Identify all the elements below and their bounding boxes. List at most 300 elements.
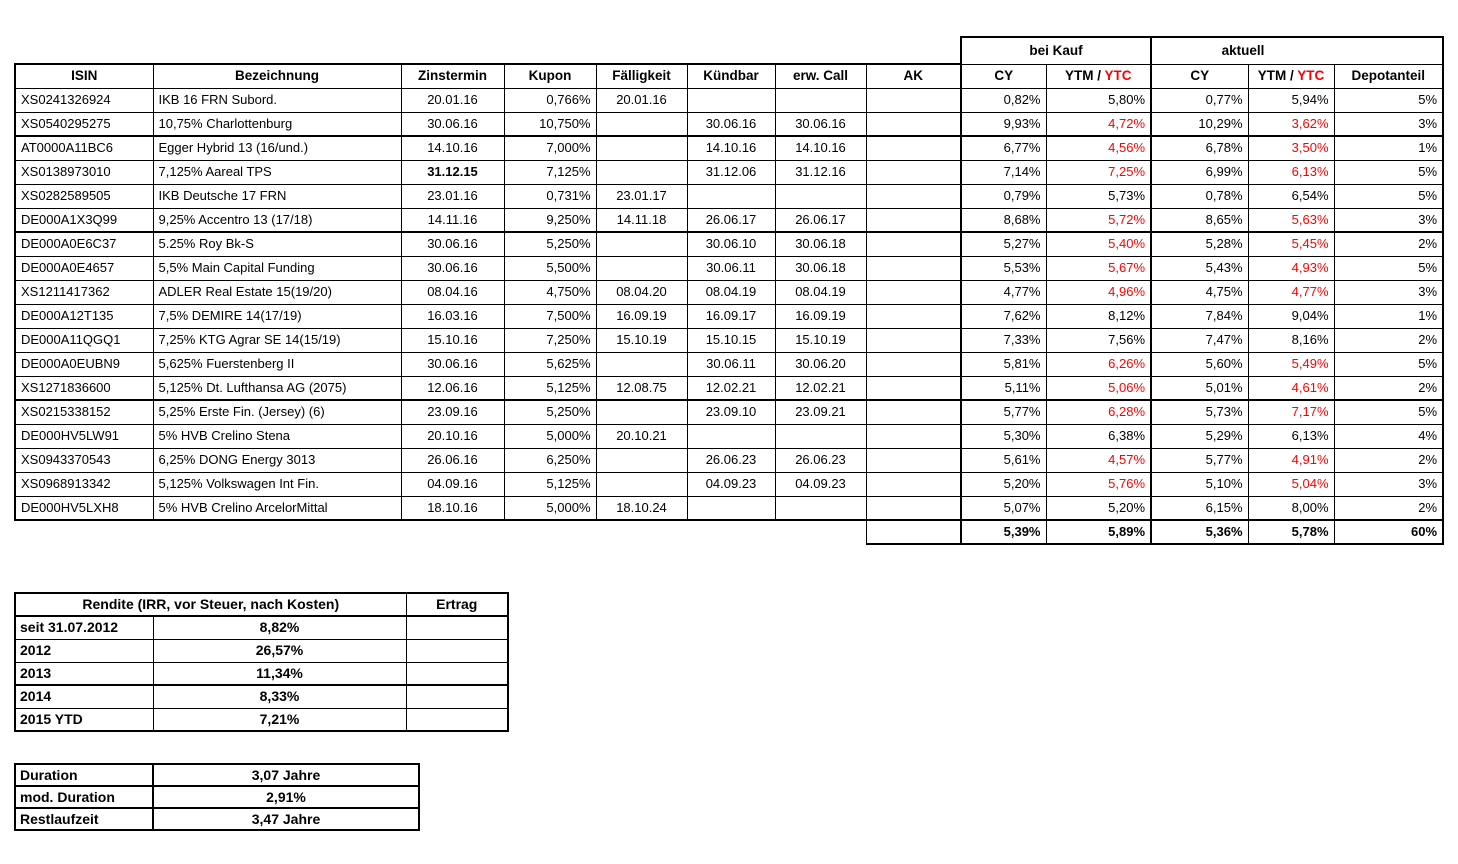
- cell-ytm-ytc-aktuell: 5,63%: [1248, 208, 1334, 232]
- cell-ytm-ytc-aktuell: 5,45%: [1248, 232, 1334, 256]
- cell-ak: [866, 352, 961, 376]
- col-header-faelligkeit: Fälligkeit: [596, 64, 687, 88]
- bond-row: [15, 376, 1443, 400]
- cell-isin: XS0138973010: [15, 160, 153, 184]
- cell-isin: XS1271836600: [15, 376, 153, 400]
- cell-isin: DE000HV5LXH8: [15, 496, 153, 520]
- rendite-row: [15, 708, 508, 731]
- cell-ak: [866, 328, 961, 352]
- cell-ytm-ytc-bei-kauf: 5,76%: [1046, 472, 1151, 496]
- cell-faelligkeit: [596, 256, 687, 280]
- cell-erw-call: 08.04.19: [775, 280, 866, 304]
- cell-kuendbar: 04.09.23: [687, 472, 775, 496]
- cell-erw-call: 30.06.16: [775, 112, 866, 136]
- cell-zinstermin: 31.12.15: [401, 160, 504, 184]
- bond-row: [15, 352, 1443, 376]
- bond-row: [15, 448, 1443, 472]
- cell-cy-aktuell: 5,43%: [1151, 256, 1248, 280]
- cell-depotanteil: 3%: [1334, 280, 1443, 304]
- cell-bezeichnung: 6,25% DONG Energy 3013: [153, 448, 401, 472]
- cell-erw-call: 16.09.19: [775, 304, 866, 328]
- rendite-value: 7,21%: [153, 708, 406, 731]
- cell-faelligkeit: 16.09.19: [596, 304, 687, 328]
- cell-cy-aktuell: 5,01%: [1151, 376, 1248, 400]
- cell-ytm-ytc-bei-kauf: 7,25%: [1046, 160, 1151, 184]
- col-header-zinstermin: Zinstermin: [401, 64, 504, 88]
- cell-ytm-ytc-aktuell: 8,16%: [1248, 328, 1334, 352]
- cell-kupon: 5,000%: [504, 424, 596, 448]
- cell-ytm-ytc-aktuell: 9,04%: [1248, 304, 1334, 328]
- rendite-row: [15, 685, 508, 708]
- cell-faelligkeit: 14.11.18: [596, 208, 687, 232]
- cell-bezeichnung: 5.25% Roy Bk-S: [153, 232, 401, 256]
- ytc-label: YTC: [1297, 68, 1325, 83]
- column-header-row: [15, 64, 1443, 88]
- cell-isin: DE000A12T135: [15, 304, 153, 328]
- cell-isin: XS0215338152: [15, 400, 153, 424]
- cell-kuendbar: 30.06.16: [687, 112, 775, 136]
- rendite-row: [15, 662, 508, 685]
- totals-depotanteil: 60%: [1334, 520, 1443, 544]
- rendite-label: 2014: [15, 685, 153, 708]
- ytm-label: YTM /: [1065, 68, 1105, 83]
- cell-bezeichnung: 7,5% DEMIRE 14(17/19): [153, 304, 401, 328]
- rendite-header-row: [15, 593, 508, 616]
- cell-cy-aktuell: 4,75%: [1151, 280, 1248, 304]
- cell-depotanteil: 1%: [1334, 304, 1443, 328]
- cell-isin: XS0943370543: [15, 448, 153, 472]
- cell-erw-call: 23.09.21: [775, 400, 866, 424]
- cell-cy-aktuell: 0,78%: [1151, 184, 1248, 208]
- bond-row: [15, 472, 1443, 496]
- duration-value: 3,47 Jahre: [153, 808, 419, 830]
- cell-erw-call: 30.06.18: [775, 256, 866, 280]
- cell-cy-bei-kauf: 5,07%: [961, 496, 1046, 520]
- cell-depotanteil: 3%: [1334, 208, 1443, 232]
- cell-isin: XS0968913342: [15, 472, 153, 496]
- cell-kupon: 5,125%: [504, 472, 596, 496]
- cell-cy-bei-kauf: 8,68%: [961, 208, 1046, 232]
- cell-cy-aktuell: 6,78%: [1151, 136, 1248, 160]
- cell-cy-bei-kauf: 5,81%: [961, 352, 1046, 376]
- cell-depotanteil: 5%: [1334, 160, 1443, 184]
- cell-ytm-ytc-aktuell: 7,17%: [1248, 400, 1334, 424]
- col-header-depotanteil: Depotanteil: [1334, 64, 1443, 88]
- cell-cy-aktuell: 6,99%: [1151, 160, 1248, 184]
- cell-faelligkeit: [596, 136, 687, 160]
- band-aktuell: aktuell: [1151, 37, 1334, 64]
- cell-kupon: 6,250%: [504, 448, 596, 472]
- cell-zinstermin: 08.04.16: [401, 280, 504, 304]
- cell-zinstermin: 23.01.16: [401, 184, 504, 208]
- cell-cy-bei-kauf: 7,14%: [961, 160, 1046, 184]
- cell-erw-call: 04.09.23: [775, 472, 866, 496]
- cell-erw-call: [775, 496, 866, 520]
- rendite-title: Rendite (IRR, vor Steuer, nach Kosten): [15, 593, 406, 616]
- cell-faelligkeit: 15.10.19: [596, 328, 687, 352]
- cell-kupon: 7,250%: [504, 328, 596, 352]
- cell-cy-bei-kauf: 9,93%: [961, 112, 1046, 136]
- cell-ytm-ytc-bei-kauf: 4,56%: [1046, 136, 1151, 160]
- cell-bezeichnung: ADLER Real Estate 15(19/20): [153, 280, 401, 304]
- bond-row: [15, 112, 1443, 136]
- cell-kuendbar: [687, 496, 775, 520]
- cell-zinstermin: 20.01.16: [401, 88, 504, 112]
- cell-ak: [866, 280, 961, 304]
- cell-depotanteil: 5%: [1334, 184, 1443, 208]
- bond-portfolio-table: [14, 36, 1444, 545]
- cell-depotanteil: 2%: [1334, 496, 1443, 520]
- cell-faelligkeit: 20.01.16: [596, 88, 687, 112]
- cell-cy-bei-kauf: 7,62%: [961, 304, 1046, 328]
- bond-row: [15, 304, 1443, 328]
- cell-kuendbar: 15.10.15: [687, 328, 775, 352]
- cell-zinstermin: 14.10.16: [401, 136, 504, 160]
- cell-kuendbar: 30.06.11: [687, 352, 775, 376]
- cell-kupon: 7,000%: [504, 136, 596, 160]
- cell-cy-bei-kauf: 5,30%: [961, 424, 1046, 448]
- cell-kuendbar: 30.06.10: [687, 232, 775, 256]
- cell-bezeichnung: 9,25% Accentro 13 (17/18): [153, 208, 401, 232]
- cell-ytm-ytc-aktuell: 4,91%: [1248, 448, 1334, 472]
- cell-ytm-ytc-bei-kauf: 5,73%: [1046, 184, 1151, 208]
- cell-kupon: 9,250%: [504, 208, 596, 232]
- cell-isin: DE000HV5LW91: [15, 424, 153, 448]
- duration-row: [15, 808, 419, 830]
- cell-cy-bei-kauf: 4,77%: [961, 280, 1046, 304]
- cell-ytm-ytc-aktuell: 5,49%: [1248, 352, 1334, 376]
- bond-row: [15, 400, 1443, 424]
- bond-row: [15, 208, 1443, 232]
- cell-kuendbar: [687, 184, 775, 208]
- cell-ytm-ytc-bei-kauf: 5,40%: [1046, 232, 1151, 256]
- col-header-ytm-ytc-buy: [1046, 64, 1151, 88]
- cell-bezeichnung: 5,625% Fuerstenberg II: [153, 352, 401, 376]
- cell-erw-call: 30.06.18: [775, 232, 866, 256]
- cell-cy-aktuell: 5,77%: [1151, 448, 1248, 472]
- cell-cy-aktuell: 10,29%: [1151, 112, 1248, 136]
- cell-ak: [866, 496, 961, 520]
- cell-depotanteil: 5%: [1334, 352, 1443, 376]
- cell-cy-bei-kauf: 5,20%: [961, 472, 1046, 496]
- cell-zinstermin: 12.06.16: [401, 376, 504, 400]
- cell-kuendbar: [687, 424, 775, 448]
- cell-ak: [866, 208, 961, 232]
- cell-kupon: 7,500%: [504, 304, 596, 328]
- cell-zinstermin: 16.03.16: [401, 304, 504, 328]
- cell-kuendbar: 30.06.11: [687, 256, 775, 280]
- cell-zinstermin: 26.06.16: [401, 448, 504, 472]
- cell-ak: [866, 304, 961, 328]
- cell-kupon: 5,500%: [504, 256, 596, 280]
- cell-ak: [866, 88, 961, 112]
- duration-label: Restlaufzeit: [15, 808, 153, 830]
- cell-erw-call: [775, 424, 866, 448]
- bond-row: [15, 424, 1443, 448]
- cell-faelligkeit: 08.04.20: [596, 280, 687, 304]
- cell-cy-aktuell: 5,60%: [1151, 352, 1248, 376]
- cell-bezeichnung: 5% HVB Crelino Stena: [153, 424, 401, 448]
- cell-isin: DE000A1X3Q99: [15, 208, 153, 232]
- cell-cy-aktuell: 7,84%: [1151, 304, 1248, 328]
- cell-depotanteil: 5%: [1334, 400, 1443, 424]
- cell-kupon: 5,125%: [504, 376, 596, 400]
- totals-row: [15, 520, 1443, 544]
- cell-erw-call: 26.06.23: [775, 448, 866, 472]
- totals-blank: [15, 520, 866, 544]
- totals-ytm-now: 5,78%: [1248, 520, 1334, 544]
- rendite-row: [15, 616, 508, 639]
- cell-bezeichnung: 5,125% Dt. Lufthansa AG (2075): [153, 376, 401, 400]
- col-header-bezeichnung: Bezeichnung: [153, 64, 401, 88]
- cell-bezeichnung: Egger Hybrid 13 (16/und.): [153, 136, 401, 160]
- ertrag-cell: [406, 639, 508, 662]
- cell-ytm-ytc-aktuell: 4,93%: [1248, 256, 1334, 280]
- cell-ytm-ytc-aktuell: 6,13%: [1248, 160, 1334, 184]
- cell-kupon: 7,125%: [504, 160, 596, 184]
- cell-cy-bei-kauf: 5,11%: [961, 376, 1046, 400]
- cell-isin: XS0282589505: [15, 184, 153, 208]
- cell-isin: DE000A11QGQ1: [15, 328, 153, 352]
- cell-depotanteil: 3%: [1334, 472, 1443, 496]
- cell-cy-aktuell: 6,15%: [1151, 496, 1248, 520]
- cell-isin: AT0000A11BC6: [15, 136, 153, 160]
- cell-cy-aktuell: 5,73%: [1151, 400, 1248, 424]
- cell-depotanteil: 2%: [1334, 448, 1443, 472]
- cell-bezeichnung: 7,125% Aareal TPS: [153, 160, 401, 184]
- cell-faelligkeit: 23.01.17: [596, 184, 687, 208]
- cell-faelligkeit: [596, 472, 687, 496]
- cell-kupon: 0,731%: [504, 184, 596, 208]
- rendite-value: 26,57%: [153, 639, 406, 662]
- cell-depotanteil: 2%: [1334, 376, 1443, 400]
- cell-ak: [866, 232, 961, 256]
- cell-ytm-ytc-aktuell: 4,77%: [1248, 280, 1334, 304]
- cell-cy-aktuell: 5,28%: [1151, 232, 1248, 256]
- cell-faelligkeit: [596, 112, 687, 136]
- cell-ytm-ytc-aktuell: 3,62%: [1248, 112, 1334, 136]
- cell-depotanteil: 1%: [1334, 136, 1443, 160]
- ertrag-cell: [406, 685, 508, 708]
- cell-depotanteil: 2%: [1334, 328, 1443, 352]
- bond-row: [15, 88, 1443, 112]
- cell-depotanteil: 2%: [1334, 232, 1443, 256]
- cell-kupon: 5,000%: [504, 496, 596, 520]
- rendite-value: 8,82%: [153, 616, 406, 639]
- cell-erw-call: 30.06.20: [775, 352, 866, 376]
- rendite-value: 11,34%: [153, 662, 406, 685]
- cell-bezeichnung: IKB 16 FRN Subord.: [153, 88, 401, 112]
- cell-cy-bei-kauf: 7,33%: [961, 328, 1046, 352]
- cell-isin: XS1211417362: [15, 280, 153, 304]
- cell-faelligkeit: [596, 400, 687, 424]
- rendite-row: [15, 639, 508, 662]
- cell-kuendbar: 16.09.17: [687, 304, 775, 328]
- cell-ytm-ytc-bei-kauf: 4,57%: [1046, 448, 1151, 472]
- cell-ytm-ytc-aktuell: 5,04%: [1248, 472, 1334, 496]
- band-empty-cell: [1334, 37, 1443, 64]
- cell-kupon: 4,750%: [504, 280, 596, 304]
- col-header-isin: ISIN: [15, 64, 153, 88]
- cell-ak: [866, 424, 961, 448]
- cell-ytm-ytc-aktuell: 4,61%: [1248, 376, 1334, 400]
- cell-cy-aktuell: 0,77%: [1151, 88, 1248, 112]
- cell-cy-aktuell: 7,47%: [1151, 328, 1248, 352]
- cell-zinstermin: 30.06.16: [401, 352, 504, 376]
- cell-bezeichnung: IKB Deutsche 17 FRN: [153, 184, 401, 208]
- cell-zinstermin: 14.11.16: [401, 208, 504, 232]
- cell-isin: DE000A0EUBN9: [15, 352, 153, 376]
- cell-bezeichnung: 10,75% Charlottenburg: [153, 112, 401, 136]
- cell-isin: XS0540295275: [15, 112, 153, 136]
- rendite-table: [14, 592, 509, 732]
- bond-row: [15, 232, 1443, 256]
- band-bei-kauf: bei Kauf: [961, 37, 1151, 64]
- band-spacer: [15, 37, 961, 64]
- cell-ak: [866, 184, 961, 208]
- bond-row: [15, 496, 1443, 520]
- bond-row: [15, 136, 1443, 160]
- cell-depotanteil: 5%: [1334, 88, 1443, 112]
- duration-value: 2,91%: [153, 786, 419, 808]
- ertrag-cell: [406, 662, 508, 685]
- cell-ytm-ytc-aktuell: 8,00%: [1248, 496, 1334, 520]
- cell-zinstermin: 15.10.16: [401, 328, 504, 352]
- cell-ak: [866, 448, 961, 472]
- cell-cy-bei-kauf: 5,77%: [961, 400, 1046, 424]
- cell-ytm-ytc-bei-kauf: 5,20%: [1046, 496, 1151, 520]
- duration-label: mod. Duration: [15, 786, 153, 808]
- col-header-cy-buy: CY: [961, 64, 1046, 88]
- cell-cy-aktuell: 5,29%: [1151, 424, 1248, 448]
- cell-ytm-ytc-bei-kauf: 5,72%: [1046, 208, 1151, 232]
- cell-isin: DE000A0E4657: [15, 256, 153, 280]
- totals-cy-now: 5,36%: [1151, 520, 1248, 544]
- bond-row: [15, 184, 1443, 208]
- cell-bezeichnung: 7,25% KTG Agrar SE 14(15/19): [153, 328, 401, 352]
- cell-ytm-ytc-aktuell: 6,13%: [1248, 424, 1334, 448]
- cell-ytm-ytc-bei-kauf: 4,96%: [1046, 280, 1151, 304]
- cell-kupon: 10,750%: [504, 112, 596, 136]
- cell-ytm-ytc-bei-kauf: 5,80%: [1046, 88, 1151, 112]
- cell-ytm-ytc-aktuell: 6,54%: [1248, 184, 1334, 208]
- cell-zinstermin: 04.09.16: [401, 472, 504, 496]
- totals-ytm-buy: 5,89%: [1046, 520, 1151, 544]
- cell-ytm-ytc-bei-kauf: 5,67%: [1046, 256, 1151, 280]
- cell-isin: XS0241326924: [15, 88, 153, 112]
- cell-kuendbar: 26.06.17: [687, 208, 775, 232]
- cell-depotanteil: 4%: [1334, 424, 1443, 448]
- cell-kuendbar: [687, 88, 775, 112]
- cell-ak: [866, 256, 961, 280]
- cell-cy-bei-kauf: 6,77%: [961, 136, 1046, 160]
- cell-zinstermin: 23.09.16: [401, 400, 504, 424]
- cell-erw-call: 14.10.16: [775, 136, 866, 160]
- cell-zinstermin: 30.06.16: [401, 112, 504, 136]
- cell-cy-bei-kauf: 0,82%: [961, 88, 1046, 112]
- cell-zinstermin: 18.10.16: [401, 496, 504, 520]
- totals-ak-cell: [866, 520, 961, 544]
- cell-erw-call: 15.10.19: [775, 328, 866, 352]
- cell-kuendbar: 14.10.16: [687, 136, 775, 160]
- col-header-kuendbar: Kündbar: [687, 64, 775, 88]
- cell-cy-aktuell: 8,65%: [1151, 208, 1248, 232]
- cell-bezeichnung: 5,25% Erste Fin. (Jersey) (6): [153, 400, 401, 424]
- cell-ytm-ytc-aktuell: 5,94%: [1248, 88, 1334, 112]
- rendite-label: 2013: [15, 662, 153, 685]
- cell-kupon: 5,250%: [504, 232, 596, 256]
- ertrag-header: Ertrag: [406, 593, 508, 616]
- col-header-cy-now: CY: [1151, 64, 1248, 88]
- cell-kuendbar: 26.06.23: [687, 448, 775, 472]
- cell-ak: [866, 400, 961, 424]
- col-header-erw-call: erw. Call: [775, 64, 866, 88]
- cell-erw-call: 12.02.21: [775, 376, 866, 400]
- cell-erw-call: 26.06.17: [775, 208, 866, 232]
- rendite-label: 2015 YTD: [15, 708, 153, 731]
- cell-ytm-ytc-bei-kauf: 5,06%: [1046, 376, 1151, 400]
- ertrag-cell: [406, 616, 508, 639]
- cell-ytm-ytc-bei-kauf: 6,38%: [1046, 424, 1151, 448]
- bond-row: [15, 280, 1443, 304]
- ytm-label: YTM /: [1257, 68, 1298, 83]
- ytc-label: YTC: [1104, 68, 1132, 83]
- cell-kuendbar: 08.04.19: [687, 280, 775, 304]
- cell-erw-call: 31.12.16: [775, 160, 866, 184]
- cell-kupon: 0,766%: [504, 88, 596, 112]
- cell-cy-bei-kauf: 5,27%: [961, 232, 1046, 256]
- cell-cy-aktuell: 5,10%: [1151, 472, 1248, 496]
- cell-kupon: 5,625%: [504, 352, 596, 376]
- cell-faelligkeit: [596, 352, 687, 376]
- duration-row: [15, 764, 419, 786]
- rendite-label: seit 31.07.2012: [15, 616, 153, 639]
- cell-kuendbar: 12.02.21: [687, 376, 775, 400]
- cell-ak: [866, 136, 961, 160]
- ertrag-cell: [406, 708, 508, 731]
- cell-kuendbar: 23.09.10: [687, 400, 775, 424]
- cell-zinstermin: 30.06.16: [401, 256, 504, 280]
- cell-erw-call: [775, 184, 866, 208]
- cell-bezeichnung: 5% HVB Crelino ArcelorMittal: [153, 496, 401, 520]
- col-header-kupon: Kupon: [504, 64, 596, 88]
- col-header-ak: AK: [866, 64, 961, 88]
- duration-label: Duration: [15, 764, 153, 786]
- cell-faelligkeit: [596, 232, 687, 256]
- rendite-value: 8,33%: [153, 685, 406, 708]
- cell-ak: [866, 472, 961, 496]
- cell-ytm-ytc-bei-kauf: 6,28%: [1046, 400, 1151, 424]
- cell-depotanteil: 3%: [1334, 112, 1443, 136]
- duration-row: [15, 786, 419, 808]
- cell-cy-bei-kauf: 5,61%: [961, 448, 1046, 472]
- cell-faelligkeit: 12.08.75: [596, 376, 687, 400]
- cell-zinstermin: 30.06.16: [401, 232, 504, 256]
- cell-kupon: 5,250%: [504, 400, 596, 424]
- duration-table: [14, 763, 420, 831]
- bond-row: [15, 256, 1443, 280]
- cell-bezeichnung: 5,5% Main Capital Funding: [153, 256, 401, 280]
- cell-ytm-ytc-bei-kauf: 7,56%: [1046, 328, 1151, 352]
- cell-faelligkeit: 20.10.21: [596, 424, 687, 448]
- cell-cy-bei-kauf: 5,53%: [961, 256, 1046, 280]
- cell-faelligkeit: 18.10.24: [596, 496, 687, 520]
- cell-ak: [866, 160, 961, 184]
- cell-ak: [866, 376, 961, 400]
- cell-ytm-ytc-aktuell: 3,50%: [1248, 136, 1334, 160]
- bond-row: [15, 328, 1443, 352]
- col-header-ytm-ytc-now: [1248, 64, 1334, 88]
